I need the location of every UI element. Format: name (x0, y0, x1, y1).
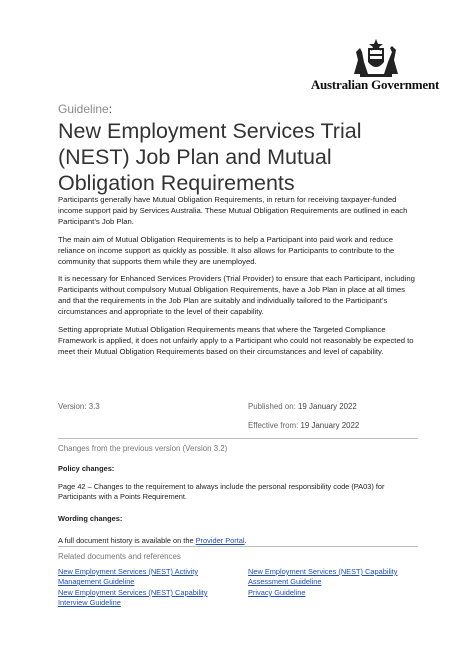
related-link-capability-interview[interactable]: New Employment Services (NEST) Capability Interview Guideline (58, 588, 208, 607)
published-date (248, 402, 359, 411)
date-info (248, 402, 359, 440)
document-type-colon: : (108, 102, 113, 116)
intro-paragraph: It is necessary for Enhanced Services Providers (Trial Provider) to ensure that each Participant, including Participants without compulsory Mutual Obligation Requirements, have a Job Plan in place at all times and that the requirements in the Job Plan are suitably and individually tailored to the Participant’s circumstances and appropriate to the level of their capability. (58, 274, 415, 317)
policy-changes-heading: Policy changes: (58, 464, 115, 473)
related-link-privacy[interactable]: Privacy Guideline (248, 588, 306, 597)
page-title: New Employment Services Trial (NEST) Job Plan and Mutual Obligation Requirements (58, 119, 362, 195)
intro-paragraph: The main aim of Mutual Obligation Requirements is to help a Participant into paid work and reduce reliance on income support as quickly as possible. It also allows for Participants to contribute to the community that supports them while they are unemployed. (58, 234, 395, 266)
published-label: Published on: (248, 402, 296, 411)
effective-date (248, 421, 359, 430)
document-type-text: Guideline (58, 102, 109, 116)
document-type-label (58, 102, 112, 116)
provider-portal-link[interactable]: Provider Portal (195, 536, 245, 545)
history-end: . (244, 536, 247, 545)
document-history-note (58, 536, 247, 545)
published-value: 19 January 2022 (298, 402, 357, 411)
intro-section (58, 195, 418, 365)
effective-label: Effective from: (248, 421, 299, 430)
policy-changes-text: Page 42 – Changes to the requirement to always include the personal responsibility code (PA03) for Participants with a Points Requirement. (58, 482, 385, 501)
intro-paragraph: Participants generally have Mutual Obligation Requirements, in return for receiving taxpayer-funded income support paid by Services Australia. These Mutual Obligation Requirements are outlined in each Participant’s Job Plan. (58, 195, 408, 226)
wording-changes-heading: Wording changes: (58, 514, 123, 523)
changes-section-title: Changes from the previous version (Version 3.2) (58, 444, 228, 453)
version-info: Version: 3.3 (58, 402, 100, 411)
divider (58, 546, 418, 547)
government-name: Australian Government (310, 77, 440, 92)
history-text: A full document history is available on the (58, 536, 196, 545)
related-link-activity-management[interactable]: New Employment Services (NEST) Activity Management Guideline (58, 567, 199, 586)
related-documents-title: Related documents and references (58, 552, 181, 561)
intro-paragraph: Setting appropriate Mutual Obligation Requirements means that where the Targeted Compliance Framework is applied, it does not unfairly apply to a Participant who could not reasonably be expected to meet their Mutual Obligation Requirements based on their circumstances and level of capability. (58, 325, 414, 356)
divider (58, 438, 418, 439)
effective-value: 19 January 2022 (300, 421, 360, 430)
related-link-capability-assessment[interactable]: New Employment Services (NEST) Capability Assessment Guideline (248, 567, 398, 586)
